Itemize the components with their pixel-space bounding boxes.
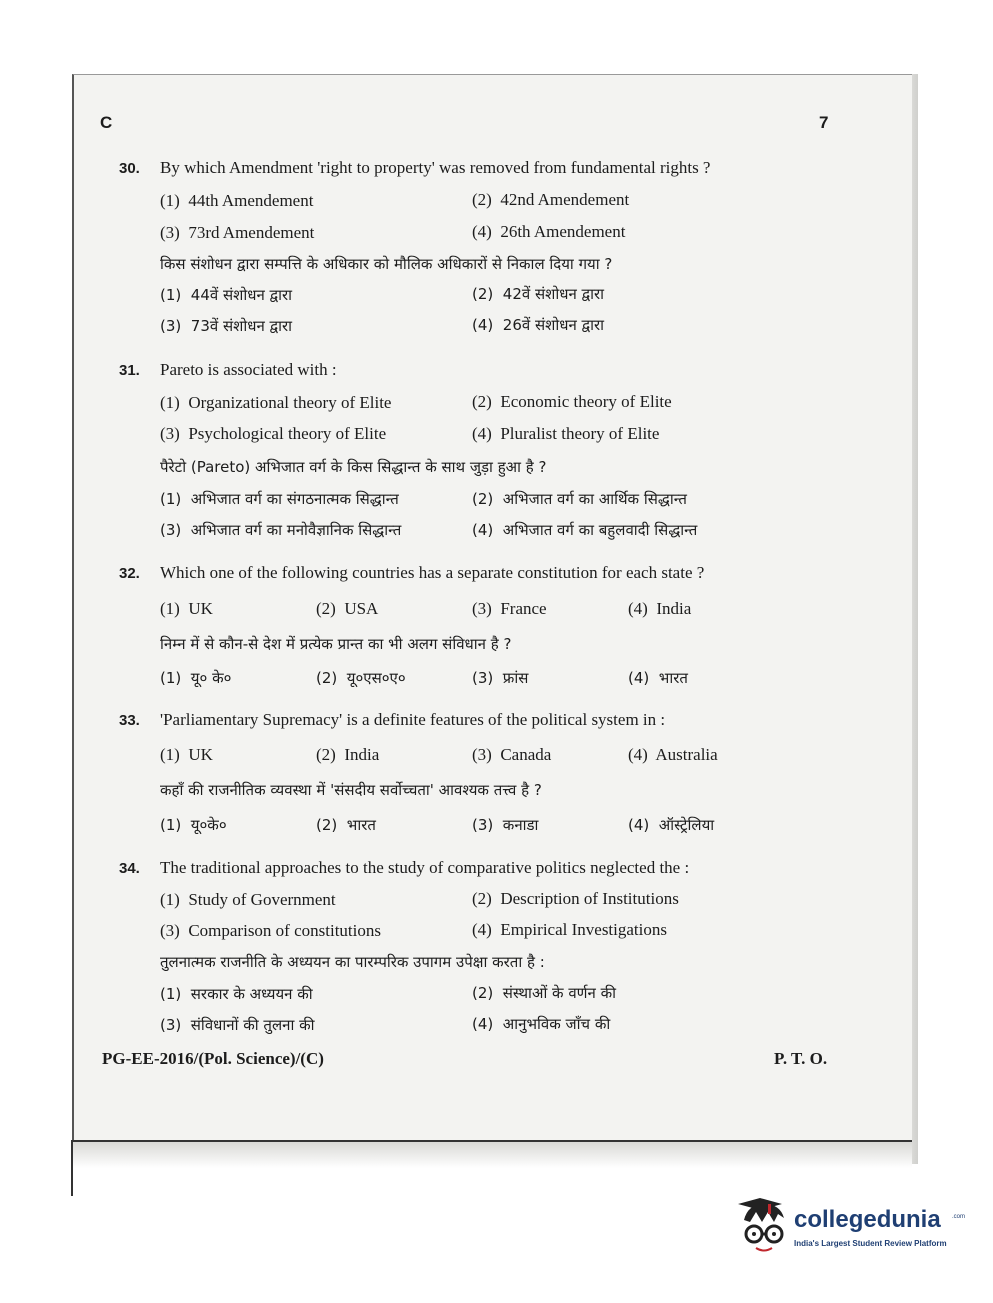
option: (2) USA xyxy=(316,599,379,618)
brand-name: collegedunia xyxy=(794,1206,941,1233)
option: (1) UK xyxy=(160,599,213,618)
option-hindi: (3) संविधानों की तुलना की xyxy=(160,1016,315,1034)
option: (4) Empirical Investigations xyxy=(472,920,667,939)
paper-bottom-edge xyxy=(72,1140,912,1168)
option-hindi: (4) 26वें संशोधन द्वारा xyxy=(472,316,605,334)
option: (1) Study of Government xyxy=(160,890,336,909)
paper-code: PG-EE-2016/(Pol. Science)/(C) xyxy=(102,1049,324,1068)
option: (1) UK xyxy=(160,745,213,764)
question-text-hindi: किस संशोधन द्वारा सम्पत्ति के अधिकार को मौलिक अधिकारों से निकाल दिया गया ? xyxy=(160,255,613,273)
option: (3) Psychological theory of Elite xyxy=(160,424,387,443)
option-hindi: (1) सरकार के अध्ययन की xyxy=(160,985,313,1003)
question-number: 33. xyxy=(119,712,140,729)
brand-domain: .com xyxy=(952,1214,966,1220)
option: (3) 73rd Amendement xyxy=(160,223,315,242)
option-hindi: (2) यू०एस०ए० xyxy=(316,669,406,687)
question-text: 'Parliamentary Supremacy' is a definite features of the political system in : xyxy=(160,710,666,729)
option: (4) 26th Amendement xyxy=(472,222,626,241)
option: (3) Comparison of constitutions xyxy=(160,921,381,940)
option-hindi: (3) 73वें संशोधन द्वारा xyxy=(160,317,293,335)
option-hindi: (4) अभिजात वर्ग का बहुलवादी सिद्धान्त xyxy=(472,521,698,539)
option-hindi: (2) अभिजात वर्ग का आर्थिक सिद्धान्त xyxy=(472,490,687,508)
mascot-icon xyxy=(738,1198,792,1256)
option: (2) Economic theory of Elite xyxy=(472,392,672,411)
option: (3) Canada xyxy=(472,745,552,764)
option: (1) 44th Amendement xyxy=(160,191,314,210)
option-hindi: (2) संस्थाओं के वर्णन की xyxy=(472,984,617,1002)
question-number: 32. xyxy=(119,565,140,582)
option: (2) India xyxy=(316,745,380,764)
question-number: 31. xyxy=(119,362,140,379)
option-hindi: (3) कनाडा xyxy=(472,816,539,834)
option: (4) Pluralist theory of Elite xyxy=(472,424,660,443)
option: (2) Description of Institutions xyxy=(472,889,679,908)
question-number: 30. xyxy=(119,160,140,177)
question-text-hindi: तुलनात्मक राजनीति के अध्ययन का पारम्परिक उपागम उपेक्षा करता है : xyxy=(160,953,545,971)
option-hindi: (2) 42वें संशोधन द्वारा xyxy=(472,285,605,303)
option-hindi: (3) फ्रांस xyxy=(472,669,529,687)
collegedunia-watermark xyxy=(738,1198,966,1258)
question-text: By which Amendment 'right to property' was removed from fundamental rights ? xyxy=(160,158,711,177)
question-text: The traditional approaches to the study of comparative politics neglected the : xyxy=(160,858,690,877)
option-hindi: (4) ऑस्ट्रेलिया xyxy=(628,816,715,834)
question-text-hindi: निम्न में से कौन-से देश में प्रत्येक प्रान्त का भी अलग संविधान है ? xyxy=(160,635,512,653)
option: (1) Organizational theory of Elite xyxy=(160,393,392,412)
question-text-hindi: पैरेटो (Pareto) अभिजात वर्ग के किस सिद्धान्त के साथ जुड़ा हुआ है ? xyxy=(160,458,547,476)
question-text-hindi: कहाँ की राजनीतिक व्यवस्था में 'संसदीय सर्वोच्चता' आवश्यक तत्त्व है ? xyxy=(160,781,542,799)
option: (2) 42nd Amendement xyxy=(472,190,630,209)
page-number: 7 xyxy=(819,113,829,132)
question-number: 34. xyxy=(119,860,140,877)
option-hindi: (1) यू० के० xyxy=(160,669,232,687)
left-rule xyxy=(71,1140,73,1196)
question-text: Pareto is associated with : xyxy=(160,360,337,379)
option-hindi: (3) अभिजात वर्ग का मनोवैज्ञानिक सिद्धान्त xyxy=(160,521,402,539)
option: (4) India xyxy=(628,599,692,618)
option-hindi: (4) आनुभविक जाँच की xyxy=(472,1015,611,1033)
option-hindi: (1) यू०के० xyxy=(160,816,227,834)
brand-tagline: India's Largest Student Review Platform xyxy=(794,1239,947,1248)
option-hindi: (4) भारत xyxy=(628,669,688,687)
option-hindi: (2) भारत xyxy=(316,816,376,834)
pto-label: P. T. O. xyxy=(774,1049,828,1068)
option-hindi: (1) 44वें संशोधन द्वारा xyxy=(160,286,293,304)
option-hindi: (1) अभिजात वर्ग का संगठनात्मक सिद्धान्त xyxy=(160,490,399,508)
question-text: Which one of the following countries has a separate constitution for each state ? xyxy=(160,563,705,582)
option: (3) France xyxy=(472,599,547,618)
set-code: C xyxy=(100,113,113,132)
option: (4) Australia xyxy=(628,745,718,764)
